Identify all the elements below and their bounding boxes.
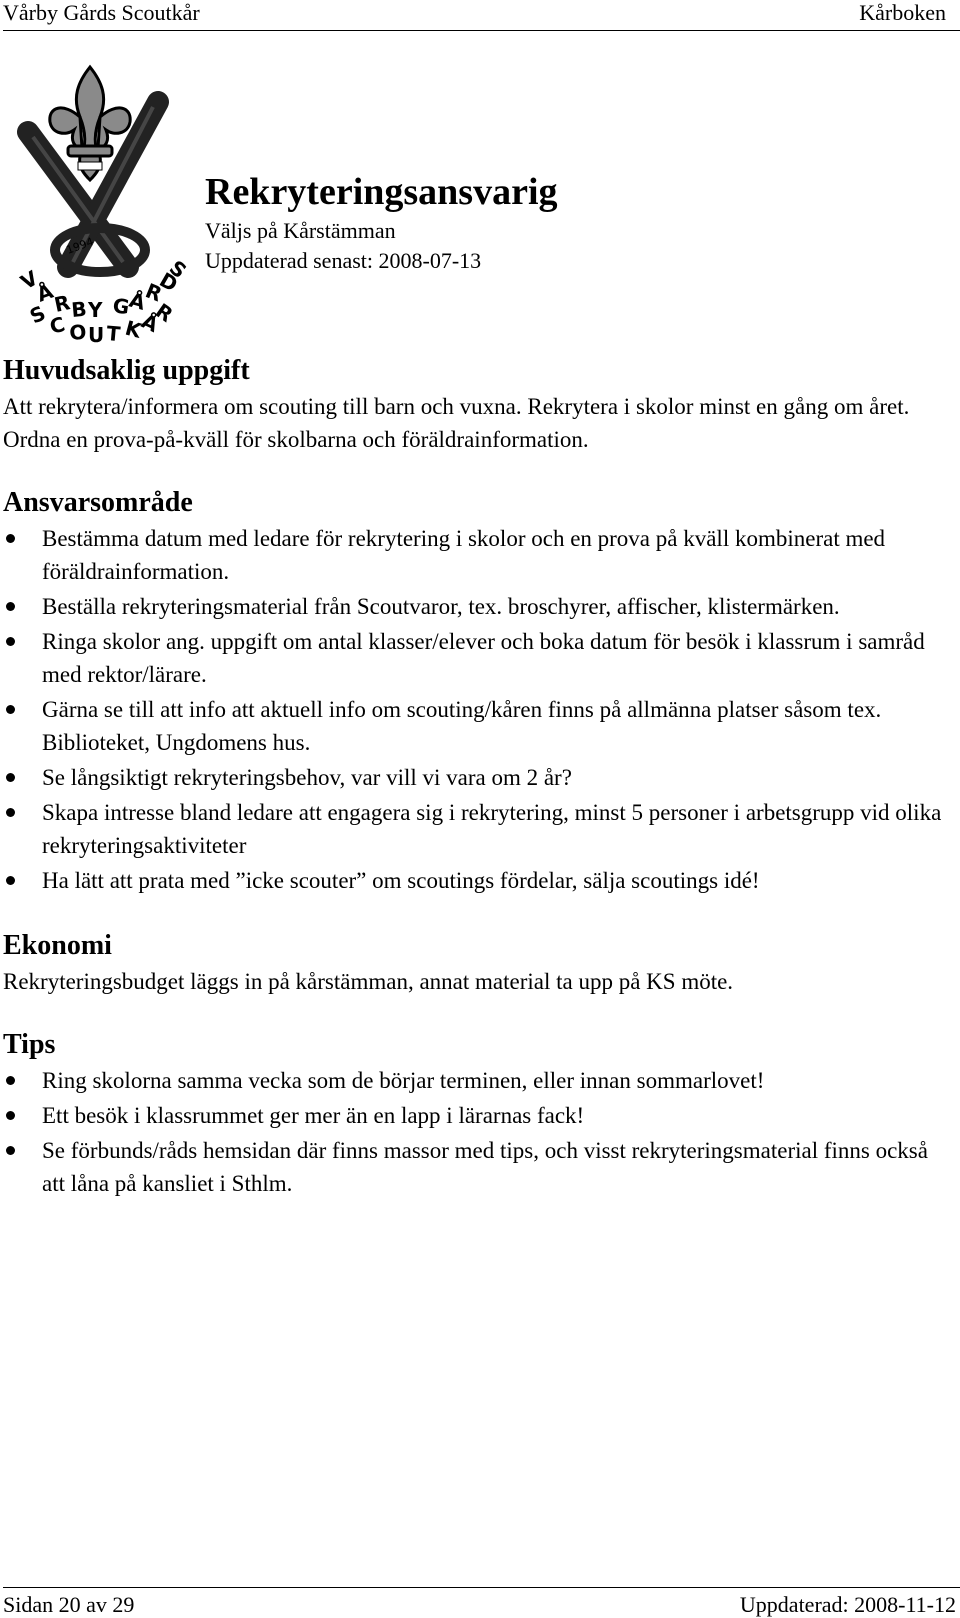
svg-text:U: U bbox=[88, 323, 105, 347]
svg-text:S: S bbox=[25, 300, 50, 329]
bullet-icon bbox=[6, 705, 15, 714]
tips-list bbox=[3, 1064, 943, 1200]
list-item: Gärna se till att info att aktuell info om scouting/kåren finns på allmänna platser såsom tex. Biblioteket, Ungdomens hus. bbox=[3, 693, 943, 759]
bullet-icon bbox=[6, 1076, 15, 1085]
scout-emblem-icon bbox=[8, 62, 188, 352]
svg-text:R: R bbox=[142, 278, 166, 307]
bullet-icon bbox=[6, 1146, 15, 1155]
section-heading: Ekonomi bbox=[3, 930, 112, 961]
section-paragraph: Att rekrytera/informera om scouting till barn och vuxna. Rekrytera i skolor minst en gång om året. Ordna en prova-på-kväll för skolbarna och föräldrainformation. bbox=[3, 394, 910, 452]
list-item: Ring skolorna samma vecka som de börjar terminen, eller innan sommarlovet! bbox=[3, 1064, 943, 1097]
election-note: Väljs på Kårstämman bbox=[205, 218, 396, 243]
svg-text:1994: 1994 bbox=[64, 235, 96, 257]
section-heading: Ansvarsområde bbox=[3, 487, 193, 518]
section-paragraph: Rekryteringsbudget läggs in på kårstämman, annat material ta upp på KS möte. bbox=[3, 969, 734, 994]
svg-text:C: C bbox=[47, 311, 68, 339]
title-block bbox=[205, 168, 558, 276]
page-header bbox=[3, 0, 960, 31]
svg-text:G: G bbox=[111, 293, 131, 320]
page-footer bbox=[3, 1587, 960, 1618]
svg-text:V: V bbox=[16, 265, 42, 295]
svg-text:Y: Y bbox=[88, 298, 103, 322]
section-heading: Huvudsaklig uppgift bbox=[3, 355, 250, 386]
svg-text:O: O bbox=[68, 319, 88, 345]
svg-text:T: T bbox=[105, 321, 122, 347]
list-item: Bestämma datum med ledare för rekrytering i skolor och en prova på kväll kombinerat med föräldrainformation. bbox=[3, 522, 943, 588]
header-organization: Vårby Gårds Scoutkår bbox=[3, 0, 200, 25]
list-item: Ha lätt att prata med ”icke scouter” om scoutings fördelar, sälja scoutings idé! bbox=[3, 864, 943, 897]
svg-text:Å: Å bbox=[137, 308, 163, 338]
svg-text:K: K bbox=[122, 315, 144, 343]
svg-text:R: R bbox=[52, 290, 73, 317]
svg-text:D: D bbox=[155, 267, 182, 297]
list-item: Se långsiktigt rekryteringsbehov, var vill vi vara om 2 år? bbox=[3, 761, 943, 794]
header-book-title: Kårboken bbox=[859, 0, 946, 25]
list-item: Se förbunds/råds hemsidan där finns massor med tips, och visst rekryteringsmaterial finns också att låna på kansliet i Sthlm. bbox=[3, 1134, 943, 1200]
list-item: Beställa rekryteringsmaterial från Scoutvaror, tex. broschyrer, affischer, klistermärken. bbox=[3, 590, 943, 623]
bullet-icon bbox=[6, 876, 15, 885]
list-item: Ett besök i klassrummet ger mer än en lapp i lärarnas fack! bbox=[3, 1099, 943, 1132]
section-tips bbox=[3, 1026, 943, 1200]
svg-text:B: B bbox=[70, 296, 88, 322]
bullet-icon bbox=[6, 1111, 15, 1120]
bullet-icon bbox=[6, 602, 15, 611]
bullet-icon bbox=[6, 534, 15, 543]
list-item: Ringa skolor ang. uppgift om antal klasser/elever och boka datum för besök i klassrum i samråd med rektor/lärare. bbox=[3, 625, 943, 691]
section-main-task bbox=[3, 352, 943, 456]
footer-updated-date: Uppdaterad: 2008-11-12 bbox=[739, 1592, 956, 1617]
svg-text:Å: Å bbox=[126, 287, 148, 315]
section-responsibility bbox=[3, 484, 943, 897]
responsibility-list bbox=[3, 522, 943, 897]
section-economy bbox=[3, 927, 943, 998]
svg-text:Å: Å bbox=[33, 278, 57, 307]
svg-text:R: R bbox=[151, 298, 178, 327]
main-content bbox=[3, 352, 943, 1202]
bullet-icon bbox=[6, 637, 15, 646]
bullet-icon bbox=[6, 773, 15, 782]
list-item: Skapa intresse bland ledare att engagera sig i rekrytering, minst 5 personer i arbetsgrupp vid olika rekryteringsaktiviteter bbox=[3, 796, 943, 862]
svg-text:S: S bbox=[164, 255, 188, 284]
bullet-icon bbox=[6, 808, 15, 817]
section-heading: Tips bbox=[3, 1029, 56, 1060]
page-title: Rekryteringsansvarig bbox=[205, 171, 558, 213]
page-number: Sidan 20 av 29 bbox=[3, 1592, 135, 1617]
last-updated-note: Uppdaterad senast: 2008-07-13 bbox=[205, 248, 482, 273]
